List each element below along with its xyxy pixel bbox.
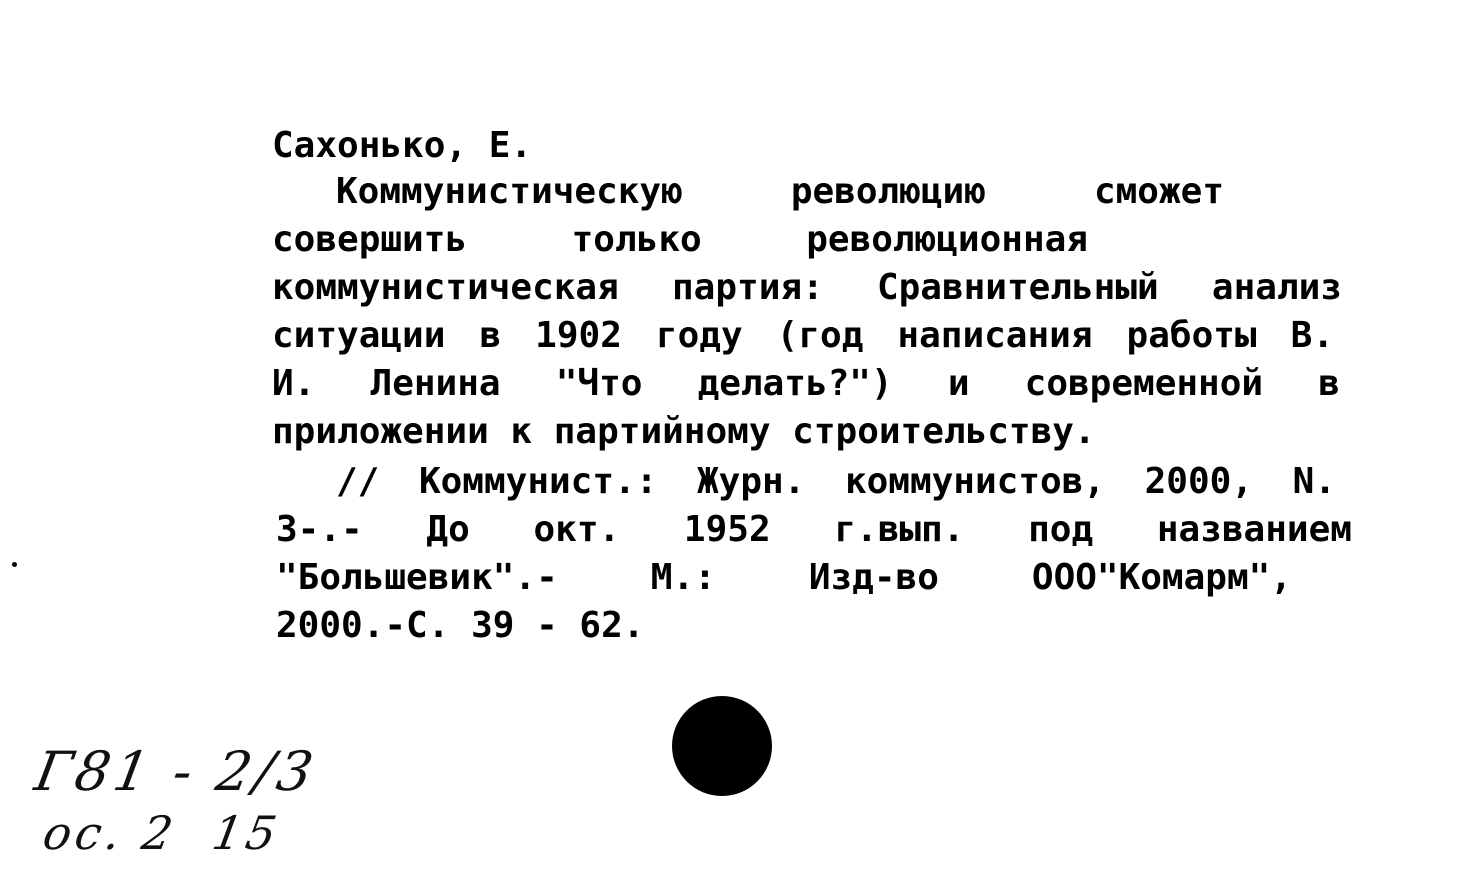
title-line-5	[272, 362, 1340, 406]
title-word: Коммунистическую	[336, 171, 683, 212]
title-word: (год	[776, 315, 864, 356]
title-word: коммунистическая	[272, 267, 619, 308]
title-word: современной	[1024, 363, 1264, 404]
source-word: М.:	[650, 557, 716, 598]
source-word: //	[336, 461, 380, 502]
title-word: Ленина	[370, 363, 501, 404]
source-word: 2000,	[1144, 461, 1253, 502]
source-line-4: 2000.-С. 39 - 62.	[276, 605, 645, 646]
title-word: работы	[1126, 315, 1257, 356]
title-word: 1902	[535, 315, 622, 356]
title-word: анализ	[1211, 267, 1342, 308]
title-line-2	[272, 218, 1088, 262]
source-word: Коммунист.:	[418, 461, 658, 502]
title-word: делать?")	[697, 363, 893, 404]
title-word: сможет	[1093, 171, 1224, 212]
title-word: совершить	[272, 219, 468, 260]
title-line-1	[336, 170, 1224, 214]
title-word: году	[655, 315, 743, 356]
source-word: "Большевик".-	[276, 557, 558, 598]
title-line-4	[272, 314, 1334, 358]
handwritten-shelf-mark: Г81 - 2/3	[30, 740, 322, 803]
source-line-3	[276, 556, 1292, 600]
title-word: И.	[272, 363, 316, 404]
source-word: г.вып.	[834, 509, 965, 550]
title-word: революцию	[790, 171, 986, 212]
source-word: окт.	[533, 509, 621, 550]
title-word: в	[479, 315, 502, 356]
title-word: написания	[897, 315, 1093, 356]
title-word: только	[571, 219, 702, 260]
title-line-3	[272, 266, 1342, 310]
source-word: N.	[1292, 461, 1336, 502]
title-line-6: приложении к партийному строительству.	[272, 411, 1096, 452]
title-word: партия:	[672, 267, 824, 308]
title-word: ситуации	[272, 315, 446, 356]
source-word: названием	[1156, 509, 1352, 550]
title-word: и	[947, 363, 970, 404]
author-name: Сахонько, Е.	[272, 125, 533, 166]
source-word: 1952	[683, 509, 771, 550]
source-word: под	[1028, 509, 1094, 550]
source-word: Изд-во	[808, 557, 939, 598]
title-word: Сравнительный	[876, 267, 1159, 308]
source-line-1	[336, 460, 1336, 504]
source-word: коммунистов,	[844, 461, 1106, 502]
source-word: ООО"Комарм",	[1031, 557, 1292, 598]
handwritten-note: ос. 2 15	[39, 806, 285, 860]
title-word: революционная	[806, 219, 1088, 260]
title-word: в	[1318, 363, 1340, 404]
source-word: До	[426, 509, 470, 550]
source-word: Журн.	[696, 461, 806, 502]
title-word: В.	[1290, 315, 1334, 356]
source-line-2	[276, 508, 1352, 552]
ink-speck	[12, 562, 17, 567]
source-word: 3-.-	[276, 509, 363, 550]
punch-hole	[672, 696, 772, 796]
title-word: "Что	[555, 363, 643, 404]
